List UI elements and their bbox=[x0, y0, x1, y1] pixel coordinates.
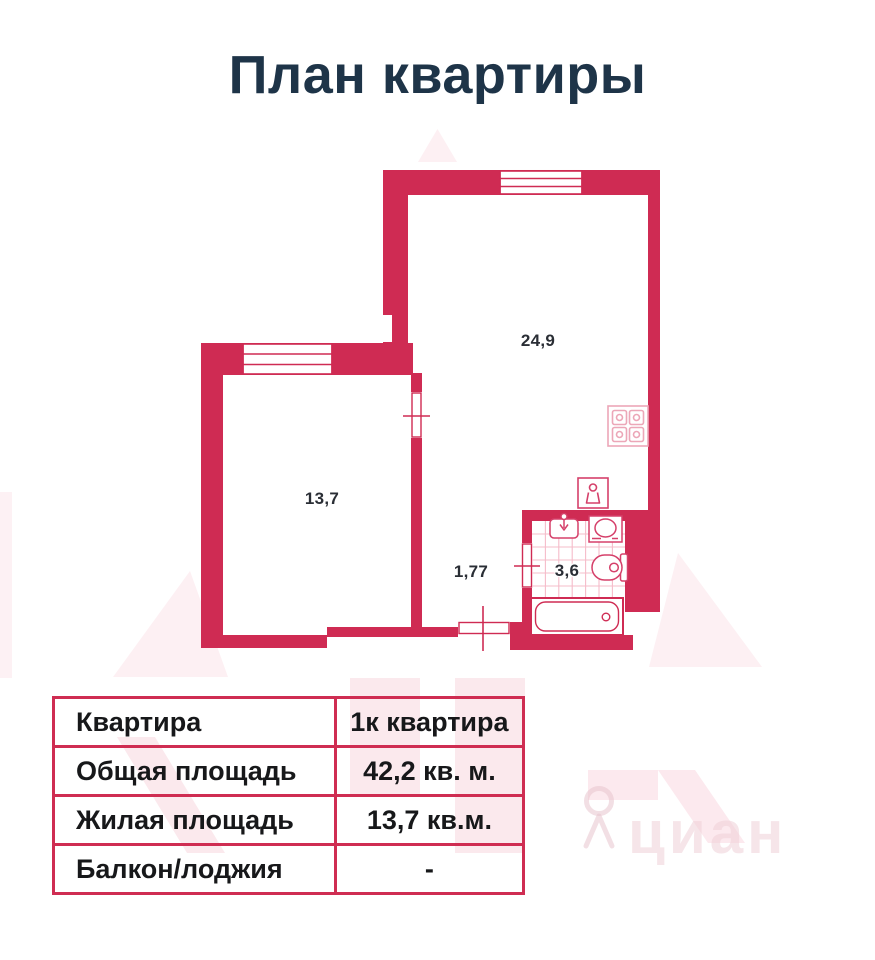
door-bedroom bbox=[403, 392, 430, 438]
stove-icon bbox=[608, 406, 648, 446]
watermark-triangle-top bbox=[418, 129, 457, 162]
row-living-area-value: 13,7 кв.м. bbox=[335, 796, 523, 845]
wall bbox=[327, 627, 422, 637]
wall-notch bbox=[383, 315, 392, 342]
walls-group bbox=[201, 170, 660, 650]
row-total-area-value: 42,2 кв. м. bbox=[335, 747, 523, 796]
row-apartment-label: Квартира bbox=[54, 698, 336, 747]
wall bbox=[201, 635, 327, 648]
watermark-triangle-right bbox=[649, 553, 762, 667]
row-total-area-label: Общая площадь bbox=[54, 747, 336, 796]
wall bbox=[648, 170, 660, 512]
table-row bbox=[54, 747, 524, 796]
row-balcony-value: - bbox=[335, 845, 523, 894]
page-title: План квартиры bbox=[228, 45, 647, 105]
room-label-bedroom: 13,7 bbox=[304, 489, 340, 508]
wall bbox=[625, 510, 660, 612]
row-balcony-label: Балкон/лоджия bbox=[54, 845, 336, 894]
room-label-hallway: 1,77 bbox=[453, 562, 489, 581]
door-bathroom bbox=[514, 543, 540, 588]
table-row bbox=[54, 698, 524, 747]
toilet-icon bbox=[592, 554, 628, 581]
row-apartment-value: 1к квартира bbox=[335, 698, 523, 747]
window-main bbox=[500, 171, 582, 194]
door-entrance bbox=[458, 606, 510, 651]
bathtub-icon bbox=[531, 598, 623, 635]
wall bbox=[201, 343, 223, 648]
window-bedroom bbox=[243, 344, 332, 374]
apartment-info-table bbox=[52, 696, 525, 895]
row-living-area-label: Жилая площадь bbox=[54, 796, 336, 845]
room-label-main: 24,9 bbox=[520, 331, 556, 350]
washing-machine-icon bbox=[589, 516, 622, 542]
table-row bbox=[54, 845, 524, 894]
kitchen-sink-icon bbox=[578, 478, 608, 508]
room-label-bathroom: 3,6 bbox=[554, 561, 580, 580]
watermark-sliver-left bbox=[0, 492, 12, 678]
wall bbox=[422, 627, 458, 637]
watermark-bar bbox=[588, 770, 658, 800]
wall bbox=[383, 170, 408, 373]
table-row bbox=[54, 796, 524, 845]
cian-logo-text: циан bbox=[628, 799, 788, 866]
